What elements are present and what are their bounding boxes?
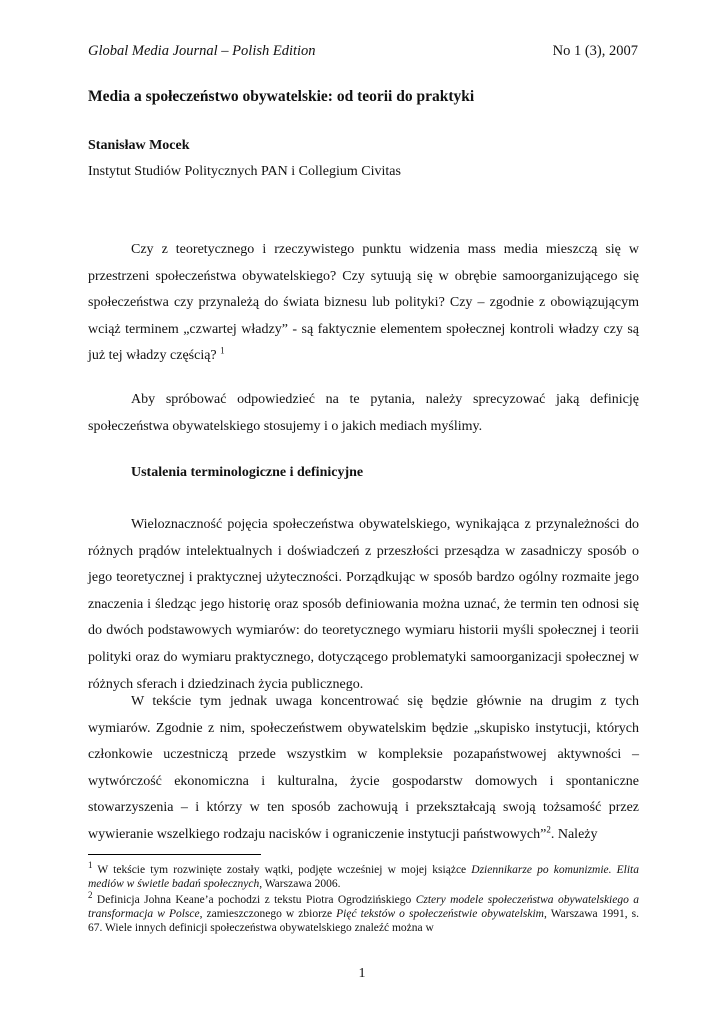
article-title: Media a społeczeństwo obywatelskie: od teorii do praktyki [88, 88, 475, 105]
footnote-1 [88, 860, 639, 891]
footnote-1-text: W tekście tym rozwinięte zostały wątki, podjęte wcześniej w mojej książce [92, 864, 472, 876]
footnote-1-book-title: Dziennikarze po komunizmie. Elita mediów w świetle badań społecznych [88, 864, 639, 891]
footnote-ref-1: 1 [220, 345, 225, 356]
paragraph-question: Aby spróbować odpowiedzieć na te pytania, należy sprecyzować jaką definicję społeczeństwa obywatelskiego stosujemy i o jakich mediach myślimy. [88, 392, 639, 434]
running-header-issue: No 1 (3), 2007 [552, 43, 638, 59]
section-heading: Ustalenia terminologiczne i definicyjne [131, 465, 364, 480]
footnote-2-mid: , zamieszczonego w zbiorze [199, 908, 337, 921]
paragraph-ambiguity: Wieloznaczność pojęcia społeczeństwa obywatelskiego, wynikająca z przynależności do różnych prądów intelektualnych i doświadczeń z przeszłości przesądza w zasadniczy sposób o jego teoretycznej i praktycznej użyteczności. Porządkując w sposób bardzo ogólny rozmaite jego znaczenia i śledząc jego historię oraz sposób definiowania można uznać, że termin ten odnosi się do dwóch podstawowych wymiarów: do teoretycznego wymiaru historii myśli społecznej i teorii polityki oraz do wymiaru praktycznego, dotyczącego problematyki samoorganizacji społecznej w różnych sferach i dziedzinach życia publicznego. [88, 517, 639, 692]
footnote-2 [88, 890, 639, 936]
page-number: 1 [358, 966, 366, 981]
footnote-2-book-title: Pięć tekstów o społeczeństwie obywatelskim [336, 908, 544, 921]
footnote-ref-2: 2 [546, 824, 551, 835]
footnote-separator [88, 854, 261, 855]
paragraph-intro-text: Czy z teoretycznego i rzeczywistego punktu widzenia mass media mieszczą się w przestrzeni społeczeństwa obywatelskiego? Czy sytuują się w obrębie samoorganizującego się społeczeństwa czy przynależą do świata biznesu lub polityki? Czy – zgodnie z obowiązującym wciąż terminem „czwartej władzy” - są faktycznie elementem społecznej kontroli władzy czy są już tej władzy częścią? [88, 242, 639, 364]
footnote-2-text: Definicja Johna Keane’a pochodzi z tekstu Piotra Ogrodzińskiego [92, 894, 416, 906]
paragraph-definition [88, 689, 639, 849]
footnote-2-number: 2 [88, 890, 93, 901]
paragraph-definition-tail: . Należy [550, 826, 598, 842]
paragraph-definition-text: W tekście tym jednak uwaga koncentrować się będzie głównie na drugim z tych wymiarów. Zgodnie z nim, społeczeństwem obywatelskim będzie „skupisko instytucji, których członkowie uczestniczą przede wszystkim w kompleksie pozapaństwowej aktywności – wytwórczość ekonomiczna i kulturalna, życie gospodarstw domowych i spontaniczne stowarzyszenia – i którzy w ten sposób zachowują i przekształcają swoją tożsamość przez wywieranie wszelkiego rodzaju nacisków i ograniczenie instytucji państwowych” [88, 694, 639, 842]
footnote-2-article-title: Cztery modele społeczeństwa obywatelskiego a transformacja w Polsce [88, 894, 639, 921]
footnote-1-number: 1 [88, 860, 93, 871]
footnote-2-tail: , Warszawa 1991, s. 67. Wiele innych definicji społeczeństwa obywatelskiego znaleźć można w [88, 908, 639, 935]
author-name: Stanisław Mocek [88, 138, 190, 153]
paragraph-intro [88, 237, 639, 370]
author-affiliation: Instytut Studiów Politycznych PAN i Collegium Civitas [88, 164, 401, 179]
footnote-1-tail: , Warszawa 2006. [259, 878, 341, 891]
running-header-journal: Global Media Journal – Polish Edition [88, 43, 316, 59]
